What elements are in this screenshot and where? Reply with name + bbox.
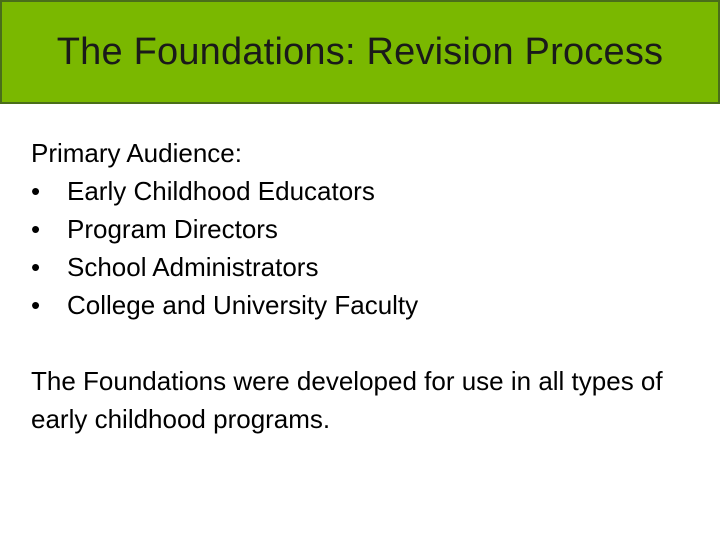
slide-body — [31, 134, 701, 438]
bullet-icon: • — [31, 290, 41, 320]
list-item — [31, 286, 701, 324]
bullet-icon: • — [31, 176, 41, 206]
bullet-icon: • — [31, 252, 41, 282]
list-item-text: School Administrators — [67, 252, 319, 282]
list-item-text: Program Directors — [67, 214, 278, 244]
bullet-icon: • — [31, 214, 41, 244]
list-item — [31, 248, 701, 286]
list-item-text: College and University Faculty — [67, 290, 419, 320]
list-item-text: Early Childhood Educators — [67, 176, 375, 206]
audience-list — [31, 172, 701, 324]
slide-title: The Foundations: Revision Process — [56, 30, 664, 73]
description-paragraph: The Foundations were developed for use in all types of early childhood programs. — [31, 366, 663, 434]
audience-heading: Primary Audience: — [31, 138, 242, 168]
title-bar — [0, 0, 720, 104]
list-item — [31, 172, 701, 210]
list-item — [31, 210, 701, 248]
